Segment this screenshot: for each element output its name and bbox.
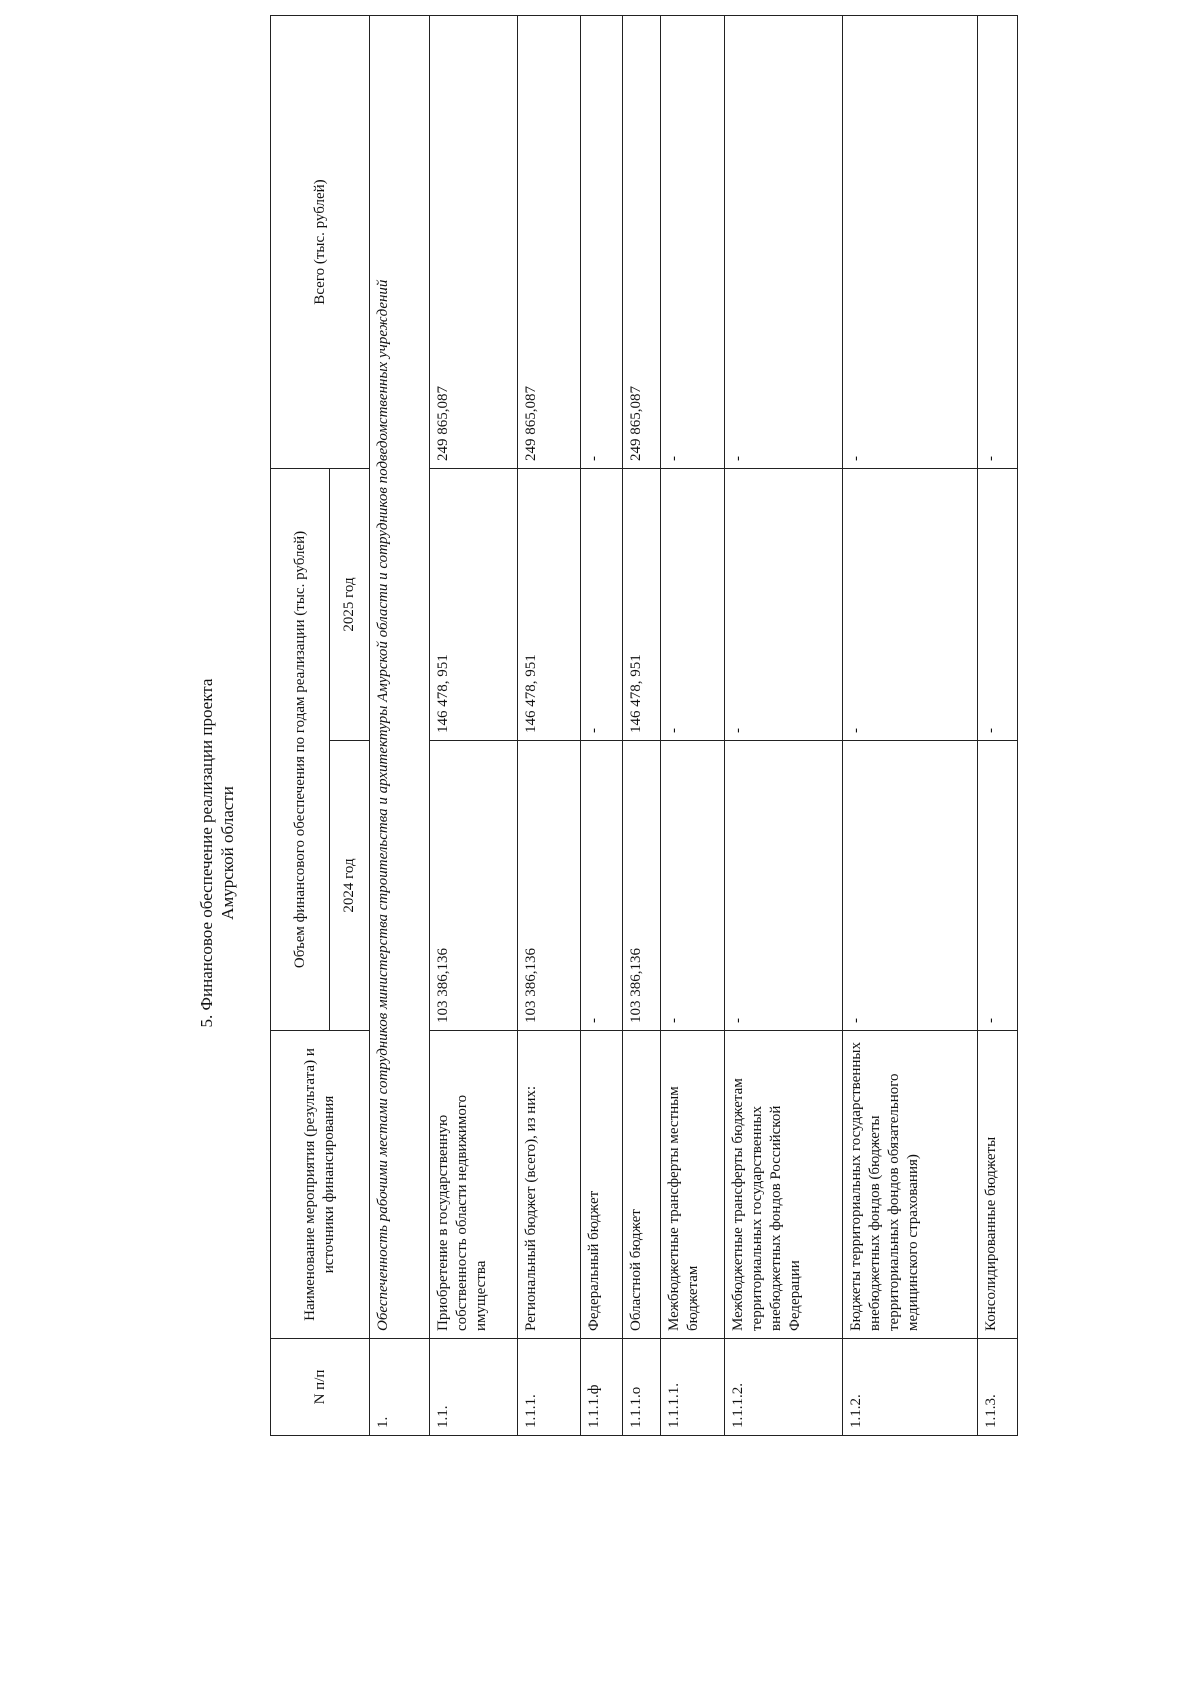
header-year-2025: 2025 год xyxy=(330,469,370,741)
table-row xyxy=(430,16,518,1436)
page-subtitle: Амурской области xyxy=(218,786,237,920)
row-2024: 103 386,136 xyxy=(430,741,518,1031)
row-name: Федеральный бюджет xyxy=(581,1031,623,1339)
header-total: Всего (тыс. рублей) xyxy=(271,16,370,469)
table-row xyxy=(623,16,661,1436)
row-2024: - xyxy=(978,741,1018,1031)
row-name: Межбюджетные трансферты местным бюджетам xyxy=(661,1031,725,1339)
row-name: Областной бюджет xyxy=(623,1031,661,1339)
row-2024: - xyxy=(581,741,623,1031)
row-num: 1.1.1.2. xyxy=(725,1339,843,1436)
row-2025: - xyxy=(581,469,623,741)
row-total: - xyxy=(581,16,623,469)
row-total: - xyxy=(661,16,725,469)
row-total: - xyxy=(725,16,843,469)
row-2024: 103 386,136 xyxy=(623,741,661,1031)
row-2025: - xyxy=(661,469,725,741)
table-row xyxy=(978,16,1018,1436)
row-num: 1.1.1.о xyxy=(623,1339,661,1436)
section-row xyxy=(370,16,430,1436)
header-row xyxy=(271,16,330,1436)
row-num: 1.1.1.ф xyxy=(581,1339,623,1436)
row-2025: 146 478, 951 xyxy=(623,469,661,741)
financing-table xyxy=(270,15,1018,1436)
section-title: Обеспеченность рабочими местами сотрудников министерства строительства и архитектуры Амурской области и сотрудников подведомственных учреждений xyxy=(370,16,430,1339)
header-num: N п/п xyxy=(271,1339,370,1436)
page-title: 5. Финансовое обеспечение реализации проекта xyxy=(197,678,216,1028)
row-num: 1.1. xyxy=(430,1339,518,1436)
row-2025: 146 478, 951 xyxy=(518,469,581,741)
table-row xyxy=(581,16,623,1436)
table-row xyxy=(843,16,978,1436)
row-2025: - xyxy=(725,469,843,741)
row-name: Консолидированные бюджеты xyxy=(978,1031,1018,1339)
header-volume: Объем финансового обеспечения по годам реализации (тыс. рублей) xyxy=(271,469,330,1031)
row-total: - xyxy=(978,16,1018,469)
row-2024: - xyxy=(843,741,978,1031)
row-2024: - xyxy=(725,741,843,1031)
table-row xyxy=(518,16,581,1436)
row-total: 249 865,087 xyxy=(623,16,661,469)
row-name: Межбюджетные трансферты бюджетам территориальных государственных внебюджетных фондов Российской Федерации xyxy=(725,1031,843,1339)
table-row xyxy=(661,16,725,1436)
row-total: 249 865,087 xyxy=(518,16,581,469)
row-2025: 146 478, 951 xyxy=(430,469,518,741)
row-total: - xyxy=(843,16,978,469)
row-num: 1.1.2. xyxy=(843,1339,978,1436)
header-name: Наименование мероприятия (результата) и источники финансирования xyxy=(271,1031,370,1339)
row-num: 1.1.1. xyxy=(518,1339,581,1436)
row-total: 249 865,087 xyxy=(430,16,518,469)
header-year-2024: 2024 год xyxy=(330,741,370,1031)
row-num: 1.1.3. xyxy=(978,1339,1018,1436)
section-num: 1. xyxy=(370,1339,430,1436)
table-row xyxy=(725,16,843,1436)
row-2025: - xyxy=(978,469,1018,741)
row-2024: 103 386,136 xyxy=(518,741,581,1031)
row-2024: - xyxy=(661,741,725,1031)
row-name: Региональный бюджет (всего), из них: xyxy=(518,1031,581,1339)
row-name: Бюджеты территориальных государственных внебюджетных фондов (бюджеты территориальных фондов обязательного медицинского страхования) xyxy=(843,1031,978,1339)
row-2025: - xyxy=(843,469,978,741)
row-name: Приобретение в государственную собственность области недвижимого имущества xyxy=(430,1031,518,1339)
row-num: 1.1.1.1. xyxy=(661,1339,725,1436)
